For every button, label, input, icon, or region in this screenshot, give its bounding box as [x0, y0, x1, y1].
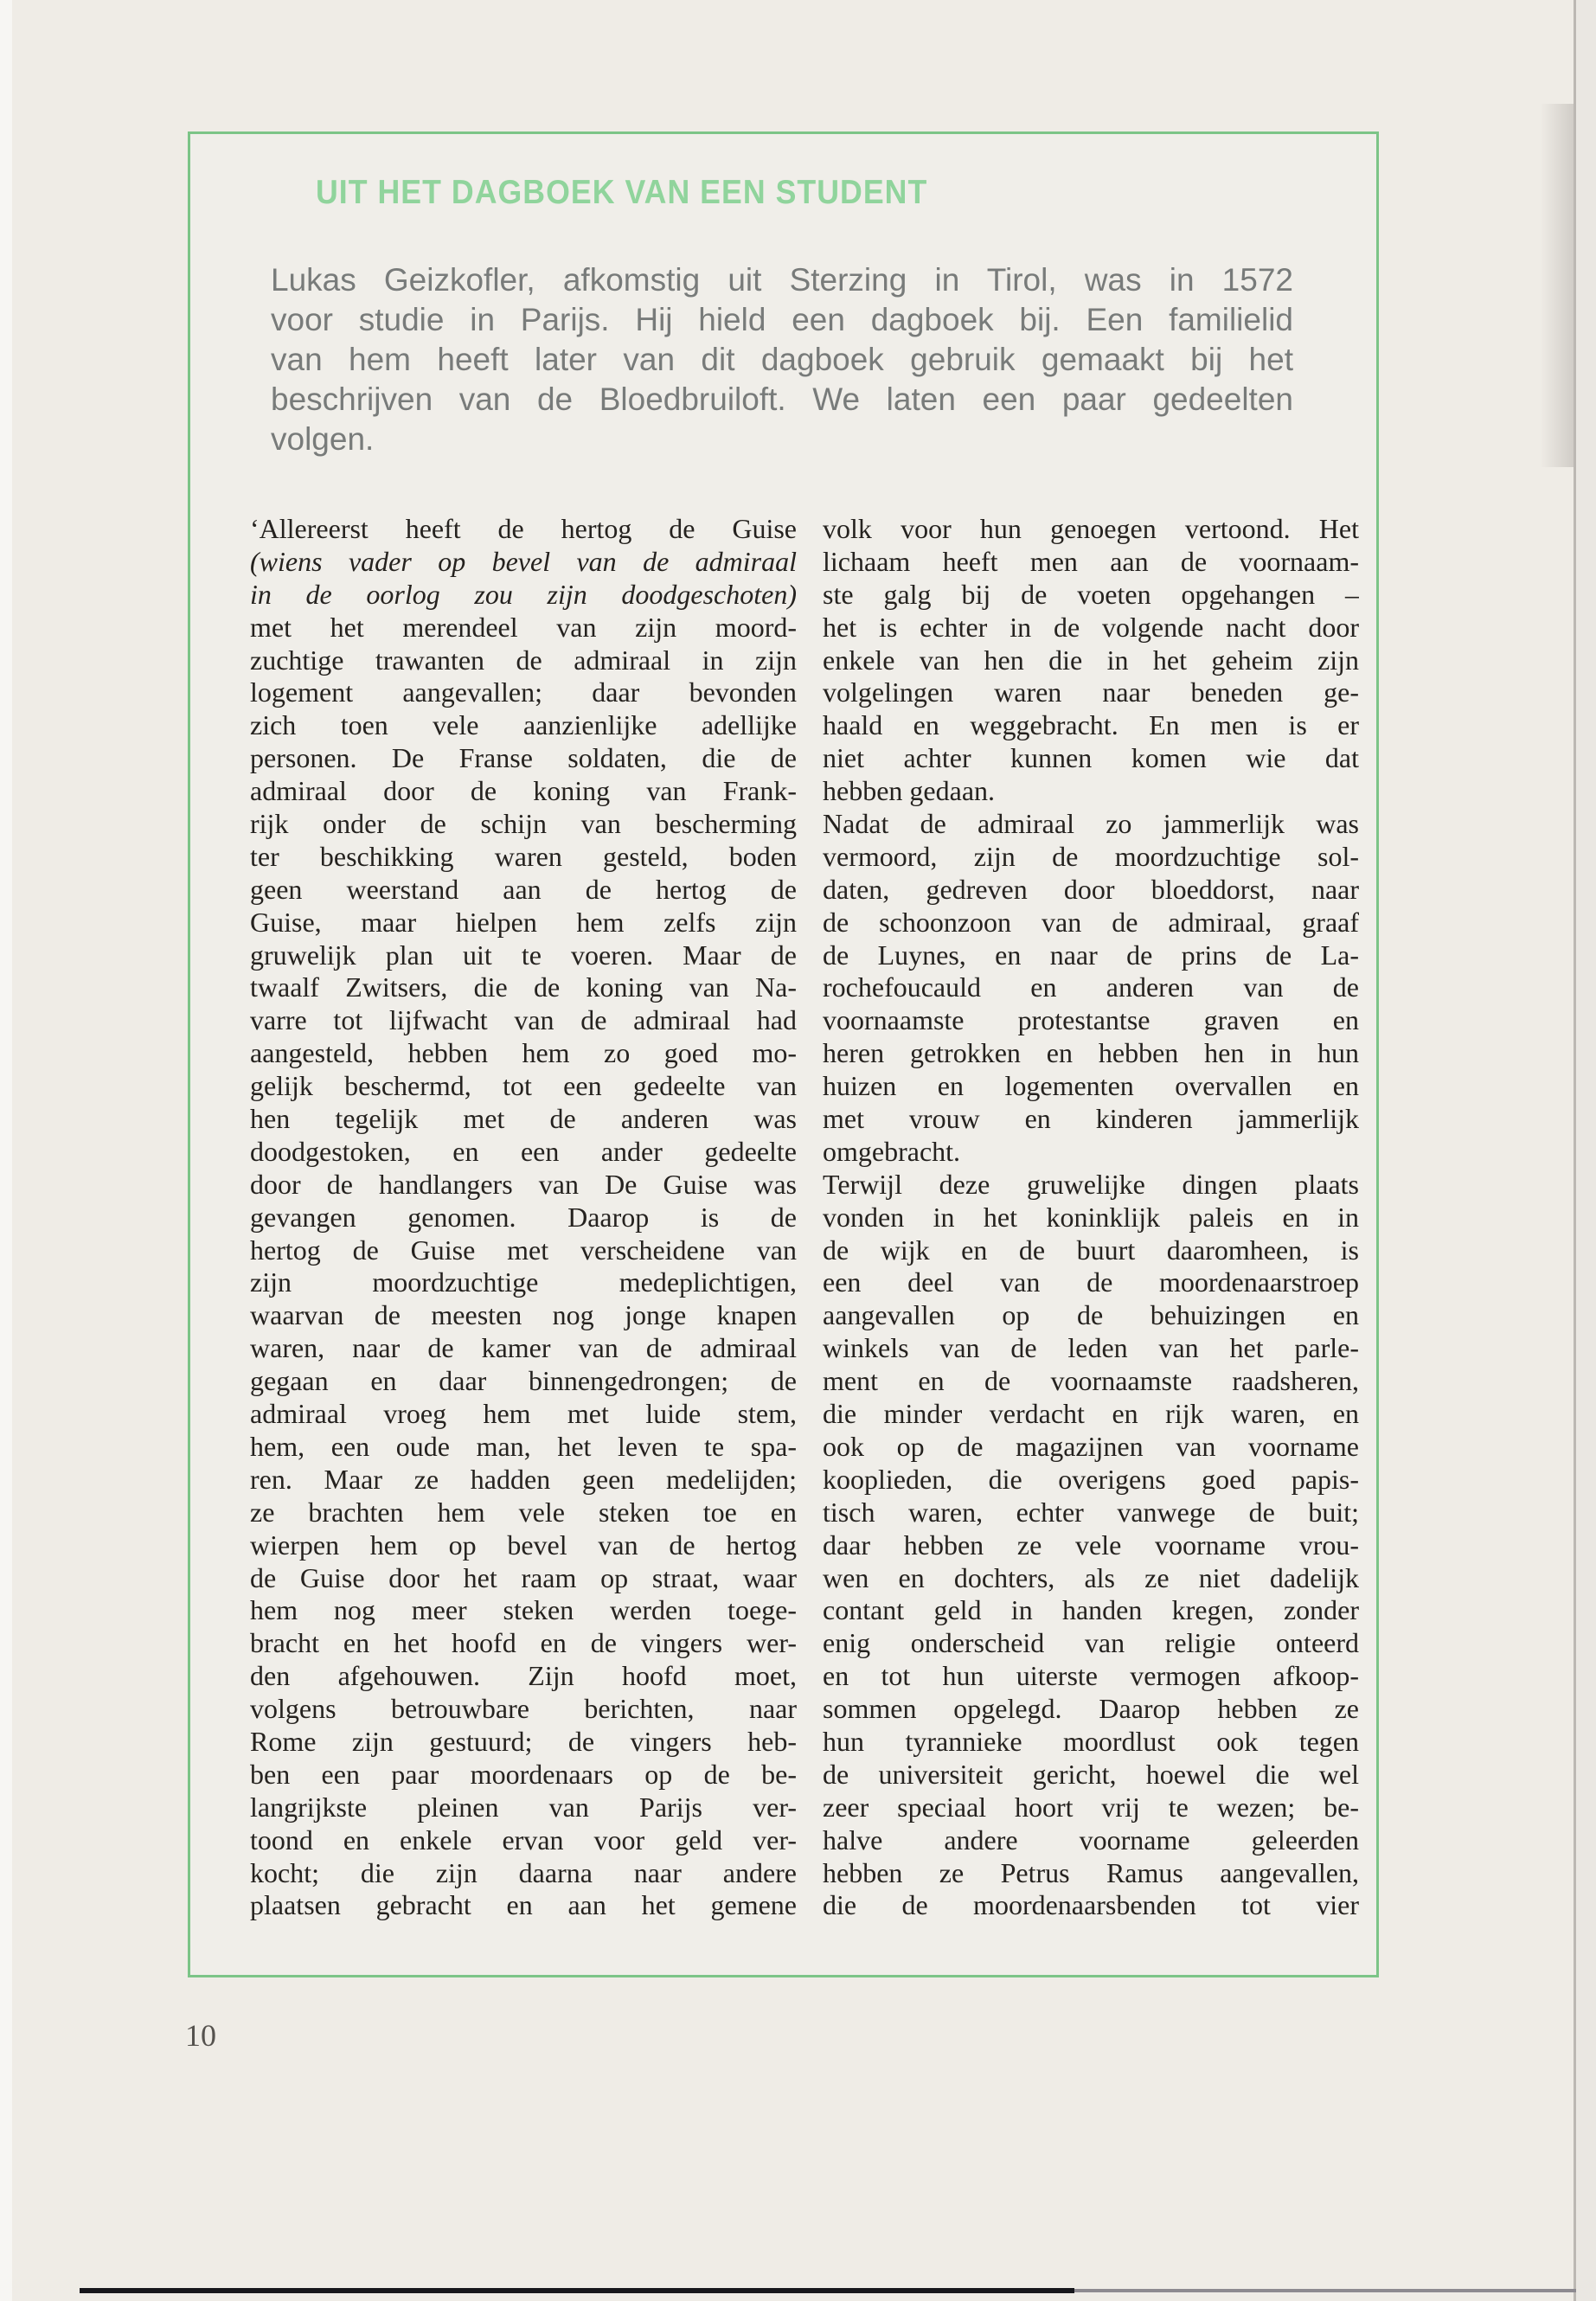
text-line: admiraal door de koning van Frank- — [250, 775, 797, 807]
text-line: tisch waren, echter vanwege de buit; — [823, 1496, 1359, 1528]
text-line: admiraal vroeg hem met luide stem, — [250, 1398, 797, 1430]
text-line: hertog de Guise met verscheidene van — [250, 1234, 797, 1266]
text-line: Rome zijn gestuurd; de vingers heb- — [250, 1725, 797, 1757]
text-line: gelijk beschermd, tot een gedeelte van — [250, 1070, 797, 1102]
text-line: ment en de voornaamste raadsheren, — [823, 1365, 1359, 1397]
text-line: met vrouw en kinderen jammerlijk — [823, 1103, 1359, 1135]
text-line: lichaam heeft men aan de voornaam- — [823, 545, 1359, 577]
text-line: en tot hun uiterste vermogen afkoop- — [823, 1660, 1359, 1692]
page-right-shadow — [1540, 104, 1574, 467]
text-line: geen weerstand aan de hertog de — [250, 873, 797, 905]
text-line: sommen opgelegd. Daarop hebben ze — [823, 1693, 1359, 1725]
text-line: volgens betrouwbare berichten, naar — [250, 1693, 797, 1725]
text-line: een deel van de moordenaarstroep — [823, 1266, 1359, 1298]
text-line: die de moordenaarsbenden tot vier — [823, 1889, 1359, 1921]
text-line: de Luynes, en naar de prins de La- — [823, 939, 1359, 971]
text-line: wen en dochters, als ze niet dadelijk — [823, 1561, 1359, 1593]
text-line: toond en enkele ervan voor geld ver- — [250, 1823, 797, 1856]
text-line: ste galg bij de voeten opgehangen – — [823, 578, 1359, 610]
text-line: ter beschikking waren gesteld, boden — [250, 840, 797, 872]
text-line: die minder verdacht en rijk waren, en — [823, 1398, 1359, 1430]
text-line: beschrijven van de Bloedbruiloft. We laten een paar gedeelten — [271, 381, 1293, 417]
text-line: huizen en logementen overvallen en — [823, 1070, 1359, 1102]
text-line: personen. De Franse soldaten, die de — [250, 742, 797, 774]
text-line: doodgestoken, en een ander gedeelte — [250, 1135, 797, 1167]
text-line: heren getrokken en hebben hen in hun — [823, 1037, 1359, 1069]
page-left-edge — [0, 0, 12, 2301]
text-line: kooplieden, die overigens goed papis- — [823, 1463, 1359, 1495]
text-line: rochefoucauld en anderen van de — [823, 971, 1359, 1003]
text-line: de schoonzoon van de admiraal, graaf — [823, 906, 1359, 938]
text-line: van hem heeft later van dit dagboek gebruik gemaakt bij het — [271, 342, 1293, 377]
text-line: Nadat de admiraal zo jammerlijk was — [823, 808, 1359, 840]
text-line: zich toen vele aanzienlijke adellijke — [250, 709, 797, 741]
text-line: langrijkste pleinen van Parijs ver- — [250, 1791, 797, 1823]
text-line: gevangen genomen. Daarop is de — [250, 1201, 797, 1233]
article-column-left — [250, 513, 797, 1922]
text-line: hebben ze Petrus Ramus aangevallen, — [823, 1856, 1359, 1888]
framed-article — [188, 131, 1379, 1977]
text-line: hem nog meer steken werden toege- — [250, 1594, 797, 1626]
text-line: enkele van hen die in het geheim zijn — [823, 644, 1359, 676]
page-right-margin — [1576, 0, 1596, 2301]
text-line: den afgehouwen. Zijn hoofd moet, — [250, 1660, 797, 1692]
text-line: volgen. — [271, 421, 375, 457]
text-line: daten, gedreven door bloeddorst, naar — [823, 873, 1359, 905]
text-line: voor studie in Parijs. Hij hield een dagboek bij. Een familielid — [271, 302, 1293, 337]
text-line: enig onderscheid van religie onteerd — [823, 1627, 1359, 1659]
text-line: contant geld in handen kregen, zonder — [823, 1594, 1359, 1626]
text-line: ‘Allereerst heeft de hertog de Guise — [250, 513, 797, 544]
text-line: wierpen hem op bevel van de hertog — [250, 1529, 797, 1561]
text-line: zuchtige trawanten de admiraal in zijn — [250, 644, 797, 676]
article-intro — [271, 260, 1293, 459]
text-line: vermoord, zijn de moordzuchtige sol- — [823, 840, 1359, 872]
text-line: hen tegelijk met de anderen was — [250, 1103, 797, 1135]
text-line: in de oorlog zou zijn doodgeschoten) — [250, 578, 797, 610]
text-line: logement aangevallen; daar bevonden — [250, 676, 797, 708]
text-line: aangevallen op de behuizingen en — [823, 1299, 1359, 1331]
text-line: daar hebben ze vele voorname vrou- — [823, 1529, 1359, 1561]
text-line: volgelingen waren naar beneden ge- — [823, 676, 1359, 708]
text-line: gruwelijk plan uit te voeren. Maar de — [250, 939, 797, 971]
text-line: gegaan en daar binnengedrongen; de — [250, 1365, 797, 1397]
text-line: niet achter kunnen komen wie dat — [823, 742, 1359, 774]
text-line: plaatsen gebracht en aan het gemene — [250, 1889, 797, 1921]
text-line: hem, een oude man, het leven te spa- — [250, 1430, 797, 1462]
text-line: hebben gedaan. — [823, 775, 996, 807]
text-line: hun tyrannieke moordlust ook tegen — [823, 1725, 1359, 1757]
text-line: bracht en het hoofd en de vingers wer- — [250, 1627, 797, 1659]
text-line: aangesteld, hebben hem zo goed mo- — [250, 1037, 797, 1069]
text-line: door de handlangers van De Guise was — [250, 1168, 797, 1200]
text-line: Guise, maar hielpen hem zelfs zijn — [250, 906, 797, 938]
text-line: waarvan de meesten nog jonge knapen — [250, 1299, 797, 1331]
text-line: haald en weggebracht. En men is er — [823, 709, 1359, 741]
text-line: ook op de magazijnen van voorname — [823, 1430, 1359, 1462]
text-line: twaalf Zwitsers, die de koning van Na- — [250, 971, 797, 1003]
bottom-edge-line-light — [1074, 2289, 1576, 2292]
text-line: zijn moordzuchtige medeplichtigen, — [250, 1266, 797, 1298]
text-line: vonden in het koninklijk paleis en in — [823, 1201, 1359, 1233]
page-number: 10 — [185, 2018, 216, 2053]
text-line: de Guise door het raam op straat, waar — [250, 1561, 797, 1593]
text-line: met het merendeel van zijn moord- — [250, 611, 797, 643]
article-title: UIT HET DAGBOEK VAN EEN STUDENT — [316, 174, 928, 211]
text-line: winkels van de leden van het parle- — [823, 1332, 1359, 1364]
text-line: rijk onder de schijn van bescherming — [250, 808, 797, 840]
text-line: waren, naar de kamer van de admiraal — [250, 1332, 797, 1364]
bottom-edge-line-dark — [80, 2288, 1074, 2293]
text-line: zeer speciaal hoort vrij te wezen; be- — [823, 1791, 1359, 1823]
article-column-right — [823, 513, 1359, 1922]
text-line: volk voor hun genoegen vertoond. Het — [823, 513, 1359, 544]
text-line: voornaamste protestantse graven en — [823, 1004, 1359, 1036]
text-line: het is echter in de volgende nacht door — [823, 611, 1359, 643]
text-line: de wijk en de buurt daaromheen, is — [823, 1234, 1359, 1266]
text-line: varre tot lijfwacht van de admiraal had — [250, 1004, 797, 1036]
text-line: ben een paar moordenaars op de be- — [250, 1758, 797, 1790]
text-line: omgebracht. — [823, 1135, 961, 1167]
text-line: ze brachten hem vele steken toe en — [250, 1496, 797, 1528]
text-line: de universiteit gericht, hoewel die wel — [823, 1758, 1359, 1790]
text-line: kocht; die zijn daarna naar andere — [250, 1856, 797, 1888]
text-line: Terwijl deze gruwelijke dingen plaats — [823, 1168, 1359, 1200]
text-line: (wiens vader op bevel van de admiraal — [250, 545, 797, 577]
text-line: Lukas Geizkofler, afkomstig uit Sterzing in Tirol, was in 1572 — [271, 262, 1293, 298]
text-line: ren. Maar ze hadden geen medelijden; — [250, 1463, 797, 1495]
text-line: halve andere voorname geleerden — [823, 1823, 1359, 1856]
